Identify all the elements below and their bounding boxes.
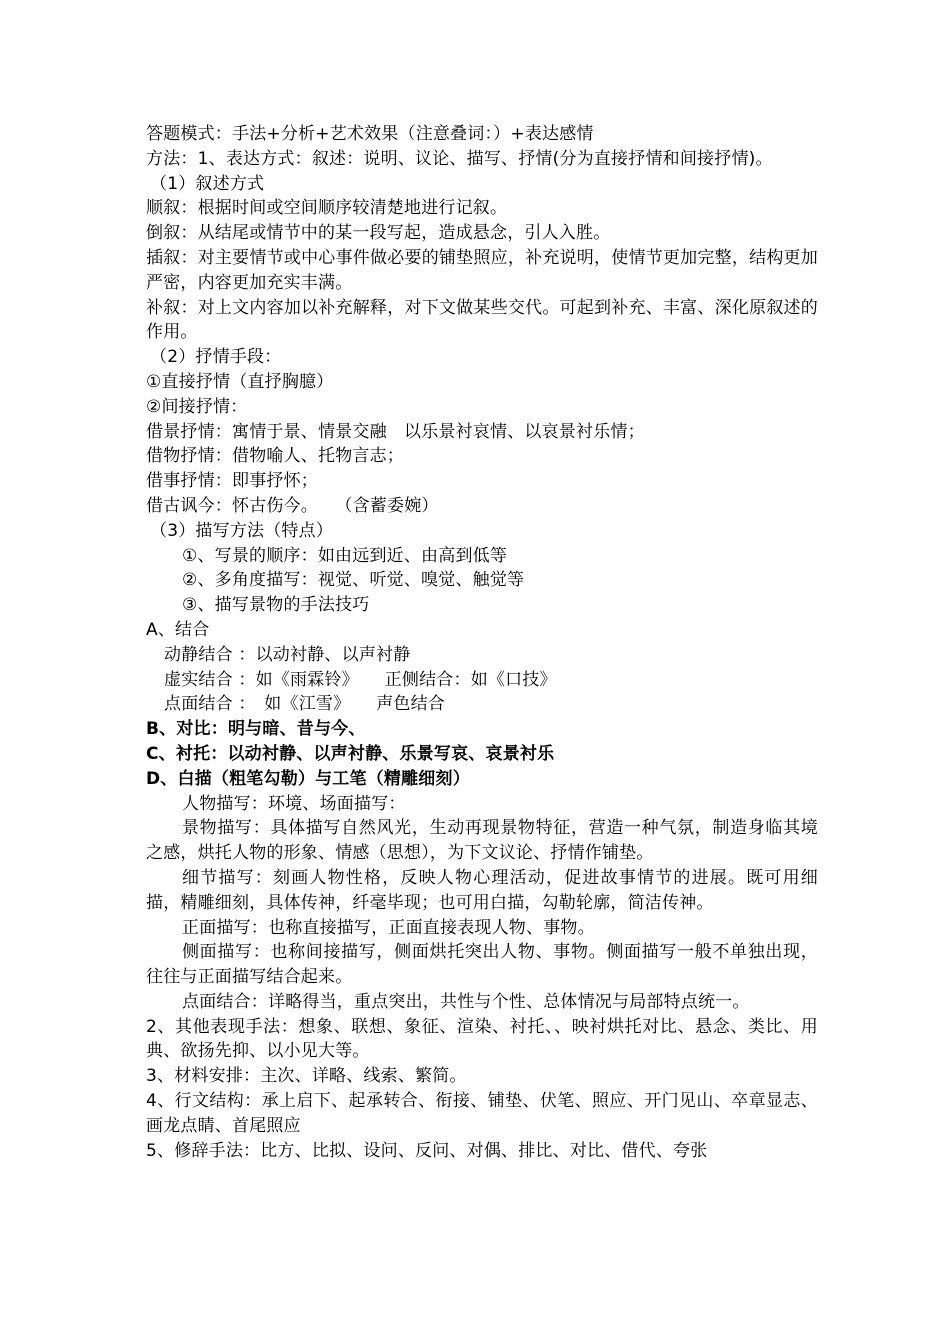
event-lyric: 借事抒情：即事抒怀； <box>146 471 318 492</box>
interposed-narration: 插叙：对主要情节或中心事件做必要的铺垫照应，补充说明，使情节更加完整，结构更加严密，内容更加充实丰满。 <box>146 247 818 293</box>
chronological-narration: 顺叙：根据时间或空间顺序较清楚地进行记叙。 <box>146 198 508 219</box>
detail-description: 细节描写：刻画人物性格，反映人物心理活动，促进故事情节的进展。既可用细描，精雕细刻，具体传神，纤毫毕现；也可用白描，勾勒轮廓，简洁传神。 <box>146 867 818 913</box>
indirect-lyric: ②间接抒情： <box>146 396 248 417</box>
direct-description: 正面描写：也称直接描写，正面直接表现人物、事物。 <box>182 917 595 938</box>
other-techniques: 2、其他表现手法：想象、联想、象征、渲染、衬托、、映衬烘托对比、悬念、类比、用典、欲扬先抑、以小见大等。 <box>146 1016 818 1062</box>
scenery-order: ①、写景的顺序：如由远到近、由高到低等 <box>182 545 508 566</box>
contrast-item: B、对比：明与暗、昔与今、 <box>146 719 366 740</box>
text-structure: 4、行文结构：承上启下、起承转合、衔接、铺垫、伏笔、照应、开门见山、卒章显志、画龙点睛、首尾照应 <box>146 1091 818 1136</box>
section-lyric-heading: （2）抒情手段： <box>150 347 282 368</box>
answer-pattern-line: 答题模式：手法+分析+艺术效果（注意叠词：）+表达感情 <box>146 124 594 144</box>
indirect-description: 侧面描写：也称间接描写，侧面烘托突出人物、事物。侧面描写一般不单独出现，往往与正面描写结合起来。 <box>146 942 818 988</box>
virtual-real-combination: 虚实结合 ：如《雨霖铃》 正侧结合：如《口技》 <box>164 669 557 690</box>
multi-angle-description: ②、多角度描写：视觉、听觉、嗅觉、触觉等 <box>182 570 525 591</box>
point-surface-combination: 点面结合 ： 如《江雪》 声色结合 <box>164 694 446 715</box>
scene-lyric: 借景抒情：寓情于景、情景交融 以乐景衬哀情、以哀景衬乐情； <box>146 421 645 442</box>
sketch-item: D、白描（粗笔勾勒）与工笔（精雕细刻） <box>146 768 470 789</box>
scenery-description: 景物描写：具体描写自然风光，生动再现景物特征，营造一种气氛，制造身临其境之感，烘托人物的形象、情感（思想），为下文议论、抒情作铺垫。 <box>146 818 818 864</box>
section-narration-heading: （1）叙述方式 <box>150 173 265 194</box>
foil-item: C、衬托：以动衬静、以声衬静、乐景写哀、哀景衬乐 <box>146 743 555 764</box>
scenery-techniques: ③、描写景物的手法技巧 <box>182 595 370 616</box>
point-surface-note: 点面结合：详略得当，重点突出，共性与个性、总体情况与局部特点统一。 <box>182 991 750 1012</box>
character-description: 人物描写：环境、场面描写： <box>182 793 406 814</box>
object-lyric: 借物抒情：借物喻人、托物言志； <box>146 446 404 467</box>
section-description-heading: （3）描写方法（特点） <box>150 520 334 541</box>
history-lyric: 借古讽今：怀古伤今。 （含蓄委婉） <box>146 495 439 516</box>
rhetoric-devices: 5、修辞手法：比方、比拟、设问、反问、对偶、排比、对比、借代、夸张 <box>146 1140 708 1161</box>
material-arrangement: 3、材料安排：主次、详略、线索、繁简。 <box>146 1066 467 1087</box>
direct-lyric: ①直接抒情（直抒胸臆） <box>146 371 334 392</box>
motion-stillness-combination: 动静结合 ：以动衬静、以声衬静 <box>164 644 411 665</box>
methods-line: 方法：1、表达方式：叙述：说明、议论、描写、抒情(分为直接抒情和间接抒情)。 <box>146 148 773 169</box>
supplementary-narration: 补叙：对上文内容加以补充解释，对下文做某些交代。可起到补充、丰富、深化原叙述的作用。 <box>146 297 818 343</box>
document-page <box>146 122 818 1163</box>
combination-heading: A、结合 <box>146 619 210 640</box>
flashback-narration: 倒叙：从结尾或情节中的某一段写起，造成悬念，引人入胜。 <box>146 223 611 244</box>
